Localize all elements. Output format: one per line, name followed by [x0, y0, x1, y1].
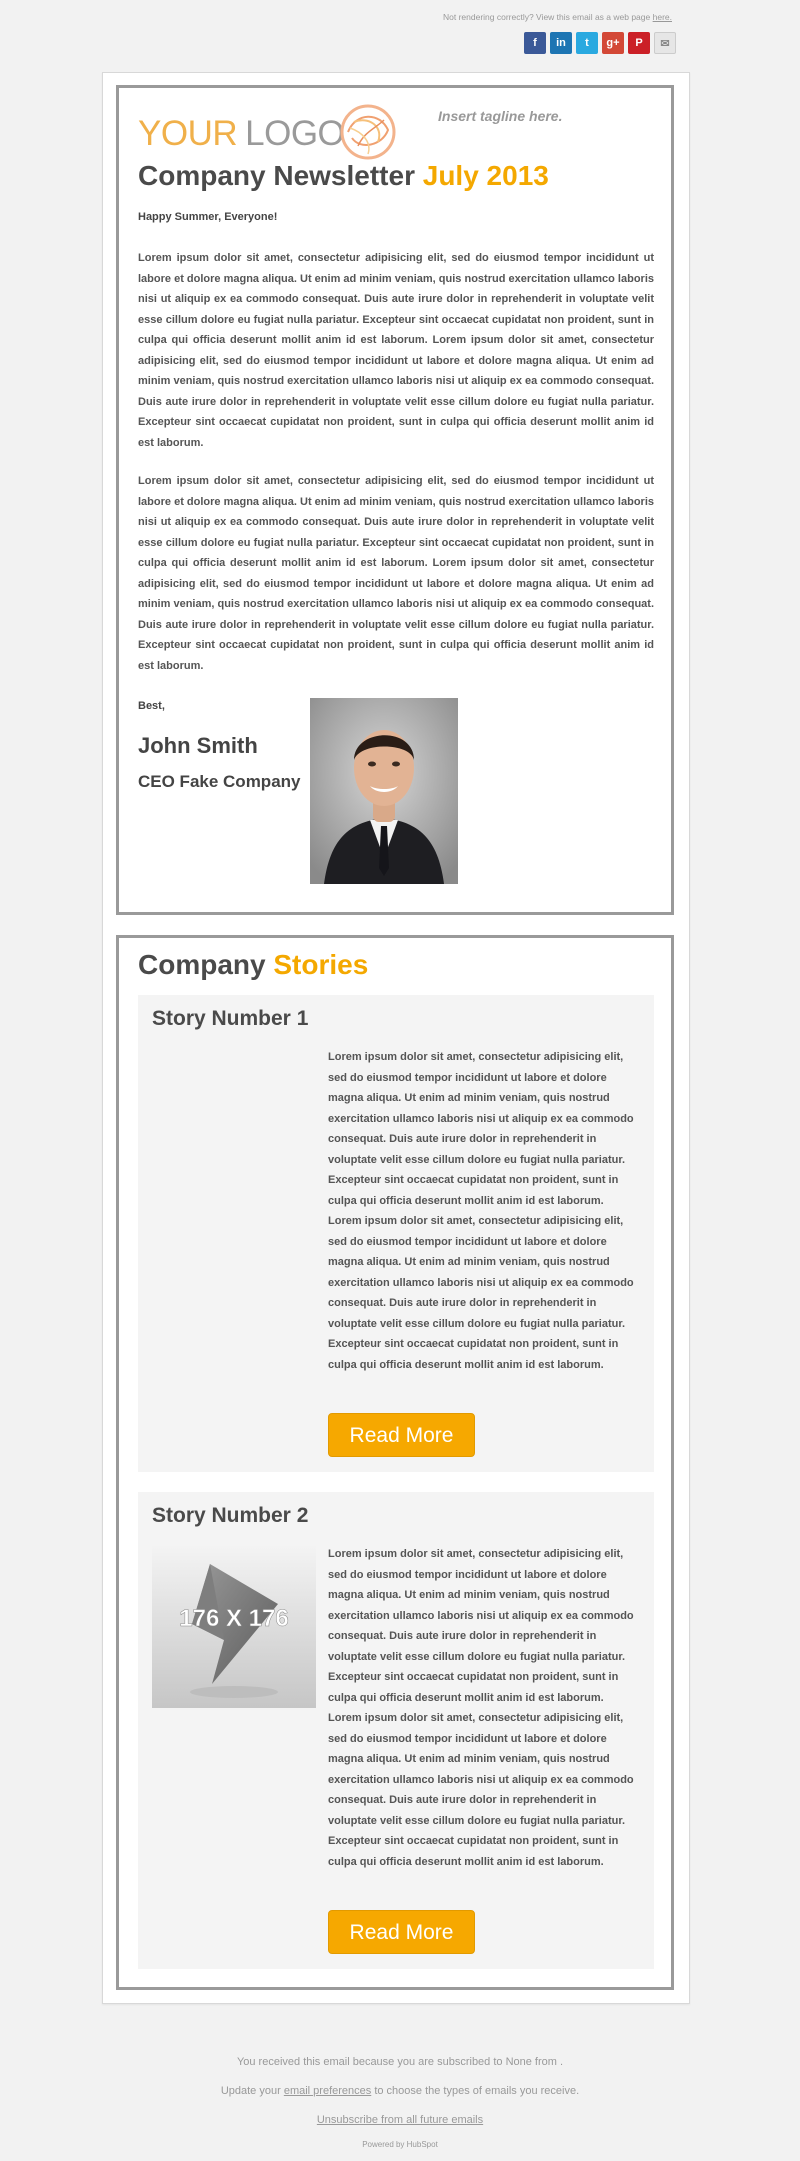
story-text: Lorem ipsum dolor sit amet, consectetur adipisicing elit, sed do eiusmod tempor incididunt ut labore et dolore magna aliqua. Ut enim ad minim veniam, quis nostrud exercitation ullamco laboris nisi ut aliquip ex ea commodo consequat. Duis aute irure dolor in reprehenderit in voluptate velit esse cillum dolore eu fugiat nulla pariatur. Excepteur sint occaecat cupidatat non proident, sunt in culpa qui officia deserunt mollit anim id est laborum. Lorem ipsum dolor sit amet, consectetur adipisicing elit, sed do eiusmod tempor incididunt ut labore et dolore magna aliqua. Ut enim ad minim veniam, quis nostrud exercitation ullamco laboris nisi ut aliquip ex ea commodo consequat. Duis aute irure dolor in reprehenderit in voluptate velit esse cillum dolore eu fugiat nulla pariatur. Excepteur sint occaecat cupidatat non proident, sunt in culpa qui officia deserunt mollit anim id est laborum. — [328, 1051, 634, 1371]
logo-your-text: YOUR — [138, 114, 238, 153]
googleplus-icon[interactable]: g+ — [602, 32, 624, 54]
read-more-button[interactable]: Read More — [328, 1910, 475, 1954]
email-icon[interactable]: ✉ — [654, 32, 676, 54]
prefs-after: to choose the types of emails you receive. — [374, 2085, 580, 2097]
unsubscribe-link[interactable]: Unsubscribe from all future emails — [316, 2114, 484, 2126]
linkedin-icon[interactable]: in — [550, 32, 572, 54]
facebook-icon[interactable]: f — [524, 32, 546, 54]
twitter-icon[interactable]: t — [576, 32, 598, 54]
preheader — [443, 12, 672, 22]
social-share-bar — [524, 32, 676, 54]
story-title: Story Number 1 — [152, 1007, 309, 1030]
story-card — [138, 1492, 654, 1969]
tagline: Insert tagline here. — [438, 108, 563, 124]
story-card — [138, 995, 654, 1472]
pinterest-icon[interactable]: P — [628, 32, 650, 54]
logo-logo-text: LOGO — [245, 114, 345, 153]
preheader-text: Not rendering correctly? View this email as a web page — [442, 12, 651, 22]
company-logo — [138, 106, 398, 162]
stories-title-main: Company — [138, 949, 266, 980]
intro-paragraph-1: Lorem ipsum dolor sit amet, consectetur adipisicing elit, sed do eiusmod tempor incididunt ut labore et dolore magna aliqua. Ut enim ad minim veniam, quis nostrud exercitation ullamco laboris nisi ut aliquip ex ea commodo consequat. Duis aute irure dolor in reprehenderit in voluptate velit esse cillum dolore eu fugiat nulla pariatur. Excepteur sint occaecat cupidatat non proident, sunt in culpa qui officia deserunt mollit anim id est laborum. Lorem ipsum dolor sit amet, consectetur adipisicing elit, sed do eiusmod tempor incididunt ut labore et dolore magna aliqua. Ut enim ad minim veniam, quis nostrud exercitation ullamco laboris nisi ut aliquip ex ea commodo consequat. Duis aute irure dolor in reprehenderit in voluptate velit esse cillum dolore eu fugiat nulla pariatur. Excepteur sint occaecat cupidatat non proident, sunt in culpa qui officia deserunt mollit anim id est laborum. — [138, 252, 654, 449]
author-role: CEO Fake Company — [138, 772, 301, 791]
newsletter-title — [138, 160, 549, 192]
placeholder-size-label: 176 X 176 — [179, 1605, 289, 1632]
preferences-line — [0, 2085, 800, 2097]
stories-title — [138, 949, 368, 981]
stories-title-highlight: Stories — [273, 949, 369, 980]
author-photo — [310, 698, 458, 884]
powered-by: Powered by HubSpot — [362, 2140, 438, 2149]
story-text: Lorem ipsum dolor sit amet, consectetur adipisicing elit, sed do eiusmod tempor incididunt ut labore et dolore magna aliqua. Ut enim ad minim veniam, quis nostrud exercitation ullamco laboris nisi ut aliquip ex ea commodo consequat. Duis aute irure dolor in reprehenderit in voluptate velit esse cillum dolore eu fugiat nulla pariatur. Excepteur sint occaecat cupidatat non proident, sunt in culpa qui officia deserunt mollit anim id est laborum. Lorem ipsum dolor sit amet, consectetur adipisicing elit, sed do eiusmod tempor incididunt ut labore et dolore magna aliqua. Ut enim ad minim veniam, quis nostrud exercitation ullamco laboris nisi ut aliquip ex ea commodo consequat. Duis aute irure dolor in reprehenderit in voluptate velit esse cillum dolore eu fugiat nulla pariatur. Excepteur sint occaecat cupidatat non proident, sunt in culpa qui officia deserunt mollit anim id est laborum. — [328, 1548, 634, 1868]
title-main: Company Newsletter — [138, 160, 415, 191]
read-more-button[interactable]: Read More — [328, 1413, 475, 1457]
author-name: John Smith — [138, 733, 258, 758]
subscription-notice: You received this email because you are subscribed to None from . — [236, 2056, 564, 2068]
intro-paragraph-2: Lorem ipsum dolor sit amet, consectetur adipisicing elit, sed do eiusmod tempor incididunt ut labore et dolore magna aliqua. Ut enim ad minim veniam, quis nostrud exercitation ullamco laboris nisi ut aliquip ex ea commodo consequat. Duis aute irure dolor in reprehenderit in voluptate velit esse cillum dolore eu fugiat nulla pariatur. Excepteur sint occaecat cupidatat non proident, sunt in culpa qui officia deserunt mollit anim id est laborum. Lorem ipsum dolor sit amet, consectetur adipisicing elit, sed do eiusmod tempor incididunt ut labore et dolore magna aliqua. Ut enim ad minim veniam, quis nostrud exercitation ullamco laboris nisi ut aliquip ex ea commodo consequat. Duis aute irure dolor in reprehenderit in voluptate velit esse cillum dolore eu fugiat nulla pariatur. Excepteur sint occaecat cupidatat non proident, sunt in culpa qui officia deserunt mollit anim id est laborum. — [138, 475, 654, 672]
email-preferences-link[interactable]: email preferences — [283, 2085, 372, 2097]
web-version-link[interactable]: here. — [652, 12, 672, 22]
story-title: Story Number 2 — [152, 1504, 309, 1527]
signoff: Best, — [138, 700, 165, 712]
logo-swirl-icon — [338, 102, 398, 162]
story-image-placeholder — [152, 1544, 316, 1708]
prefs-before: Update your — [220, 2085, 281, 2097]
title-highlight: July 2013 — [422, 160, 549, 191]
greeting: Happy Summer, Everyone! — [138, 211, 278, 223]
unsubscribe-line — [0, 2114, 800, 2126]
